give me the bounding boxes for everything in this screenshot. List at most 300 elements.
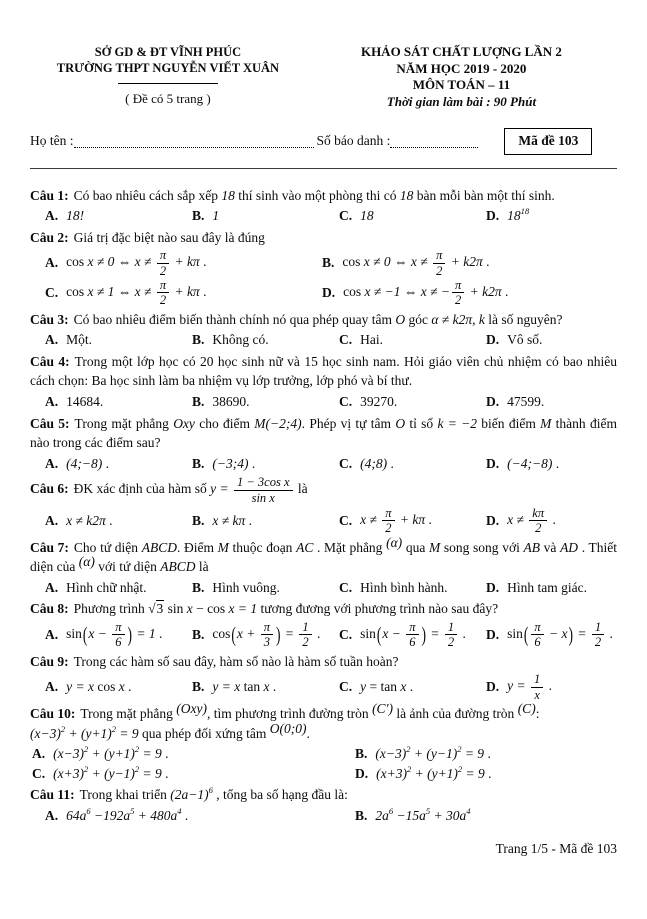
question-text: [30, 228, 617, 248]
answer-option: [45, 330, 192, 350]
answer-option-letter: B.: [192, 679, 205, 695]
superscript: 4: [466, 805, 471, 816]
text-run: .: [387, 455, 394, 471]
answer-option-letter: A.: [45, 208, 59, 224]
text-run: .: [313, 625, 321, 641]
answer-options-row: [30, 248, 617, 308]
math-run: k: [437, 415, 444, 431]
text-run: tương đương với phương trình nào sau đây?: [257, 601, 499, 617]
answer-option-letter: B.: [192, 579, 205, 595]
text-run: là ảnh của đường tròn: [393, 706, 518, 721]
math-group: [372, 701, 393, 716]
answer-option-content: [66, 620, 162, 650]
fraction-denominator: 2: [302, 635, 309, 650]
math-run: M: [254, 415, 266, 431]
math-run: AC: [296, 539, 314, 555]
superscript: 6: [86, 805, 91, 816]
fraction-denominator: 6: [115, 635, 122, 650]
fraction: [261, 620, 273, 650]
question-text: [30, 414, 617, 453]
text-run: Hình bình hành.: [360, 579, 448, 595]
text-run: và: [540, 539, 561, 555]
math-run: x −: [382, 625, 405, 641]
fraction: [157, 248, 169, 278]
text-run: Hai.: [360, 332, 383, 348]
superscript: 2: [111, 723, 117, 734]
answer-option-letter: B.: [355, 807, 368, 823]
answer-option-content: [66, 578, 146, 598]
math-run: = 1: [133, 625, 156, 641]
text-run: góc: [405, 311, 432, 327]
answer-option-content: [507, 620, 613, 650]
answer-option: [339, 392, 486, 412]
fraction-numerator: 1 − 3cos x: [234, 475, 293, 490]
answer-option-letter: A.: [32, 746, 46, 762]
answer-option: [486, 330, 617, 350]
answer-option: [339, 620, 486, 650]
question-block: [30, 599, 617, 649]
math-run: = 9: [139, 765, 162, 781]
fraction-denominator: 6: [534, 635, 541, 650]
math-run: = 9: [116, 725, 139, 741]
answer-option-content: [66, 278, 206, 308]
text-run: .: [482, 254, 490, 270]
candidate-number-dotted-line: [390, 134, 478, 148]
math-run: (C′): [372, 701, 394, 716]
math-run: O: [395, 415, 406, 431]
math-run: AD: [560, 539, 579, 555]
text-run: thí sinh vào một phòng thi có: [234, 187, 400, 203]
big-paren: ): [568, 622, 574, 647]
text-run: .: [199, 254, 207, 270]
math-run: + kπ: [171, 283, 200, 299]
fraction: [382, 506, 394, 536]
question-block: [30, 228, 617, 308]
math-run: M: [428, 539, 441, 555]
question-text: [30, 475, 617, 505]
fraction-denominator: 2: [455, 293, 462, 308]
answer-option-content: [212, 620, 320, 650]
exam-title: KHẢO SÁT CHẤT LƯỢNG LẦN 2: [360, 44, 562, 59]
question-block: [30, 652, 617, 702]
answer-option-content: [212, 392, 249, 412]
answer-option: [45, 578, 192, 598]
fraction-numerator: π: [433, 248, 445, 263]
candidate-number-label: Số báo danh :: [316, 133, 391, 148]
fraction-denominator: sin x: [251, 490, 275, 505]
answer-option: [45, 248, 322, 278]
answer-option-letter: C.: [339, 679, 353, 695]
big-paren: (: [82, 622, 88, 647]
department-name: SỞ GD & ĐT VĨNH PHÚC: [94, 45, 242, 59]
answer-option: [32, 744, 355, 764]
fraction: [529, 506, 547, 536]
answer-options-row: [30, 454, 617, 474]
text-run: Vô số.: [507, 332, 543, 348]
superscript: 6: [388, 805, 394, 816]
math-run: y: [360, 679, 367, 695]
subject: MÔN TOÁN – 11: [412, 77, 511, 93]
question-label: Câu 7:: [30, 539, 69, 555]
answer-option-content: [66, 511, 112, 531]
question-text: [30, 310, 617, 330]
answer-option-content: [66, 392, 103, 412]
text-run: sin: [164, 601, 187, 617]
math-run: (α): [78, 554, 95, 570]
sqrt-value: 3: [156, 601, 164, 617]
math-run: ABCD: [160, 559, 196, 575]
answer-options-row: [30, 206, 617, 226]
answer-option: [192, 206, 339, 226]
big-paren: ): [421, 622, 427, 647]
answer-options-row: [30, 744, 617, 783]
text-run: cho điểm: [194, 415, 255, 431]
exam-duration: Thời gian làm bài : 90 Phút: [386, 93, 537, 109]
answer-option-content: [343, 278, 508, 308]
answer-option: [339, 578, 486, 598]
answer-option-letter: A.: [45, 513, 59, 529]
question-label: Câu 1:: [30, 187, 69, 203]
fraction: [234, 475, 293, 505]
text-run: Cho tứ diện: [73, 539, 142, 555]
math-group: [270, 721, 307, 736]
answer-option-content: [66, 248, 206, 278]
answer-option: [486, 672, 617, 702]
answer-option-letter: C.: [32, 765, 46, 781]
math-run: y = x: [212, 679, 241, 695]
answer-option-content: [376, 764, 491, 784]
answer-option-letter: D.: [486, 332, 500, 348]
fraction-denominator: 6: [409, 635, 416, 650]
math-run: 18: [221, 187, 235, 203]
answer-option-letter: C.: [45, 285, 59, 301]
fraction-numerator: π: [531, 620, 543, 635]
text-run: cos: [342, 254, 364, 270]
text-run: Giá trị đặc biệt nào sau đây là đúng: [73, 229, 265, 245]
school-year: NĂM HỌC 2019 - 2020: [396, 60, 527, 76]
answer-option-letter: D.: [486, 455, 500, 471]
text-run: qua phép đối xứng tâm: [138, 725, 270, 741]
answer-option: [192, 330, 339, 350]
text-run: bàn mỗi bàn một thí sinh.: [413, 187, 555, 203]
answer-options-row: [30, 392, 617, 412]
text-run: Hình vuông.: [212, 579, 280, 595]
answer-option-letter: B.: [192, 513, 205, 529]
text-run: Hình tam giác.: [507, 579, 587, 595]
question-text: [30, 701, 617, 743]
text-run: Trong khai triển: [79, 787, 171, 803]
question-label: Câu 3:: [30, 311, 69, 327]
answer-option: [339, 677, 486, 697]
answer-option: [355, 764, 617, 784]
text-run: biến điểm: [477, 415, 541, 431]
math-run: (4;−8): [66, 455, 103, 471]
math-run: −192a: [90, 807, 131, 823]
math-run: 64a: [66, 807, 87, 823]
question-text: [30, 186, 617, 206]
math-run: y =: [210, 481, 232, 497]
math-run: α ≠ k2π: [431, 311, 473, 327]
fraction-numerator: π: [452, 278, 464, 293]
answer-option: [486, 578, 617, 598]
answer-option-letter: B.: [322, 255, 335, 271]
math-run: 2a: [375, 807, 389, 823]
text-run: .: [248, 455, 256, 471]
answer-option-content: [360, 578, 447, 598]
math-run: y =: [507, 678, 529, 694]
fraction: [452, 278, 464, 308]
fraction: [531, 620, 543, 650]
text-run: 39270.: [360, 393, 398, 409]
fraction: [157, 278, 169, 308]
question-label: Câu 8:: [30, 601, 69, 617]
questions-list: [30, 186, 617, 826]
math-run: x ≠ 0 ⇔ x ≠: [87, 254, 155, 270]
fraction-numerator: π: [261, 620, 273, 635]
math-run: (x+3): [376, 765, 407, 781]
text-run: . Thiết diện của: [30, 539, 617, 575]
question-block: [30, 186, 617, 226]
text-run: thành điểm nào trong các điểm sau?: [30, 415, 617, 451]
answer-option-content: [212, 677, 276, 697]
answer-option-content: [507, 330, 542, 350]
answer-option: [486, 506, 617, 536]
math-run: y = x: [66, 679, 94, 695]
superscript: 18: [520, 206, 530, 217]
math-run: x ≠ kπ: [212, 513, 246, 529]
question-block: [30, 352, 617, 412]
math-run: =: [427, 625, 443, 641]
answer-option-letter: B.: [355, 746, 368, 762]
text-run: qua: [402, 539, 429, 555]
math-run: (−2;4): [265, 415, 302, 431]
text-run: cos: [66, 283, 88, 299]
math-run: (α): [386, 534, 403, 550]
question-text: [30, 652, 617, 672]
big-paren: ): [276, 622, 281, 647]
question-label: Câu 9:: [30, 653, 69, 669]
text-run: sin: [360, 625, 376, 641]
text-run: . Phép vị tự tâm: [301, 415, 396, 431]
math-run: (−4;−8): [507, 455, 553, 471]
fraction-denominator: 3: [263, 635, 270, 650]
math-run: − x: [545, 625, 568, 641]
answer-option: [32, 764, 355, 784]
answer-option-content: [507, 454, 559, 474]
fraction: [112, 620, 124, 650]
answer-option: [45, 806, 355, 826]
math-run: x: [118, 679, 125, 695]
math-run: = 9: [139, 746, 162, 762]
question-block: [30, 534, 617, 598]
fraction: [592, 620, 604, 650]
answer-option-letter: D.: [355, 765, 369, 781]
text-run: tỉ số: [405, 415, 438, 431]
answer-option: [192, 677, 339, 697]
text-run: .: [245, 513, 253, 529]
text-run: sin: [66, 625, 82, 641]
math-run: x −: [88, 625, 111, 641]
answer-option-letter: A.: [45, 332, 59, 348]
math-run: + (y−1): [88, 765, 135, 781]
superscript: 5: [130, 805, 135, 816]
text-run: .: [199, 283, 207, 299]
answer-option-letter: A.: [45, 455, 59, 471]
header-school-block: [30, 44, 306, 111]
answer-option-letter: A.: [45, 679, 59, 695]
answer-option-content: [507, 578, 587, 598]
math-run: x ≠ 1 ⇔ x ≠: [87, 283, 155, 299]
text-run: .: [102, 455, 109, 471]
answer-option: [355, 744, 617, 764]
math-run: M: [217, 539, 229, 555]
answer-option-letter: C.: [339, 579, 353, 595]
math-run: 18!: [66, 208, 85, 224]
fraction-numerator: kπ: [529, 506, 547, 521]
question-block: [30, 475, 617, 536]
question-label: Câu 6:: [30, 481, 69, 497]
superscript: 2: [457, 763, 463, 774]
math-run: x ≠: [360, 511, 381, 527]
answer-option-letter: D.: [322, 285, 336, 301]
math-run: O: [395, 311, 406, 327]
answer-option-content: [66, 330, 92, 350]
math-run: 18: [507, 208, 521, 224]
answer-options-row: [30, 578, 617, 598]
answer-option-content: [212, 206, 219, 226]
text-run: Không có.: [212, 332, 269, 348]
fraction-numerator: π: [112, 620, 124, 635]
fraction-denominator: 2: [159, 263, 167, 278]
answer-option: [355, 806, 617, 826]
question-text: [30, 352, 617, 391]
text-run: , tìm phương trình đường tròn: [207, 706, 373, 721]
text-run: .: [484, 746, 491, 762]
answer-option-content: [360, 620, 466, 650]
text-run: .: [161, 765, 169, 781]
answer-option: [322, 278, 617, 308]
math-run: 18: [399, 187, 414, 203]
answer-option-content: [212, 578, 280, 598]
big-paren: (: [376, 622, 382, 647]
text-run: .: [306, 725, 310, 741]
answer-option-letter: A.: [45, 579, 59, 595]
answer-option-content: [360, 392, 397, 412]
text-run: là: [195, 559, 209, 575]
math-run: = 1: [234, 601, 258, 617]
fraction: [531, 672, 543, 702]
answer-option-content: [360, 206, 374, 226]
text-run: là số nguyên?: [484, 311, 563, 327]
math-run: + 480a: [134, 807, 178, 823]
math-run: O(0;0): [269, 720, 307, 736]
answer-option-content: [507, 206, 529, 226]
math-run: M: [540, 415, 552, 431]
answer-option-content: [375, 806, 470, 826]
text-run: cos: [343, 283, 365, 299]
answer-option-letter: B.: [192, 332, 205, 348]
answer-option-content: [507, 506, 556, 536]
answer-option-letter: D.: [486, 513, 500, 529]
math-run: + 30a: [430, 807, 467, 823]
fraction-denominator: x: [534, 687, 540, 702]
answer-option-letter: A.: [45, 393, 59, 409]
answer-option-letter: D.: [486, 627, 500, 643]
text-run: . Điểm: [176, 539, 218, 555]
text-run: song song với: [440, 539, 524, 555]
text-run: .: [501, 283, 509, 299]
sqrt-expression: √3: [148, 601, 164, 617]
fraction-denominator: 2: [594, 635, 602, 650]
answer-option-letter: A.: [45, 807, 59, 823]
text-run: .: [161, 746, 169, 762]
math-run: ABCD: [141, 539, 177, 555]
answer-option-letter: D.: [486, 208, 500, 224]
answer-option-letter: C.: [339, 513, 353, 529]
name-label: Họ tên :: [30, 133, 74, 148]
answer-option: [486, 620, 617, 650]
superscript: 2: [406, 763, 412, 774]
answer-option-content: [66, 206, 84, 226]
header-divider: [118, 83, 218, 84]
answer-option: [486, 206, 617, 226]
text-run: Có bao nhiêu điểm biến thành chính nó qua phép quay tâm: [73, 311, 396, 327]
answer-options-row: [30, 620, 617, 650]
text-run: .: [606, 625, 613, 641]
question-label: Câu 10:: [30, 706, 76, 721]
math-run: 18: [360, 208, 374, 224]
math-run: k: [478, 311, 485, 327]
superscript: 2: [60, 723, 66, 734]
math-run: (2a−1): [170, 787, 209, 803]
question-block: [30, 785, 617, 825]
text-run: thuộc đoạn: [228, 539, 297, 555]
math-run: = 9: [461, 746, 485, 762]
text-run: cos: [93, 679, 119, 695]
answer-option-letter: C.: [339, 393, 353, 409]
big-paren: ): [127, 622, 133, 647]
answer-option: [45, 511, 192, 531]
text-run: .: [181, 807, 189, 823]
math-run: =: [281, 625, 298, 641]
superscript: 5: [425, 805, 431, 816]
fraction-denominator: 2: [436, 263, 443, 278]
answer-option: [45, 392, 192, 412]
question-label: Câu 4:: [30, 353, 70, 369]
text-run: tan: [240, 679, 264, 695]
answer-option: [339, 330, 486, 350]
math-run: Oxy: [173, 415, 195, 431]
answer-option-content: [212, 330, 268, 350]
text-run: Trong mặt phẳng: [80, 706, 177, 721]
answer-option-letter: A.: [45, 627, 59, 643]
superscript: 2: [134, 763, 140, 774]
math-group: [176, 701, 207, 716]
answer-option: [192, 454, 339, 474]
answer-option: [45, 206, 192, 226]
header-exam-block: [306, 44, 617, 111]
question-block: [30, 414, 617, 474]
math-group: [79, 554, 95, 569]
text-run: 38690.: [212, 393, 250, 409]
answer-option-content: [66, 806, 188, 826]
fraction: [433, 248, 445, 278]
answer-option: [486, 392, 617, 412]
answer-option-content: [66, 677, 131, 697]
text-run: .: [552, 455, 560, 471]
page-count-note: ( Đề có 5 trang ): [125, 90, 211, 106]
candidate-info-row: [30, 128, 617, 155]
